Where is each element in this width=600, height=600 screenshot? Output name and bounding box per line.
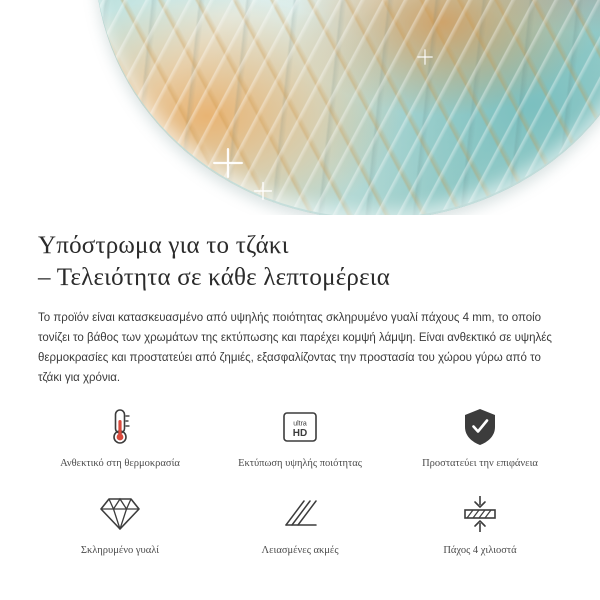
svg-text:ultra: ultra [293,420,307,428]
feature-item-polished-edges [210,492,390,557]
ultra-hd-icon [280,405,320,449]
shield-check-icon [461,405,499,449]
description-paragraph: Το προϊόν είναι κατασκευασμένο από υψηλής ποιότητας σκληρυμένο γυαλί πάχους 4 mm, το οποίο τονίζει το βάθος των χρωμάτων της εκτύπωσης και παρέχει κομψή λάμψη. Είναι ανθεκτικό σε υψηλές θερμοκρασίες και προστατεύει από ζημιές, εξασφαλίζοντας την προστασία του χώρου γύρω από το τζάκι για χρόνια. [38,312,552,384]
feature-item-thickness [390,492,570,557]
feature-grid [30,405,570,557]
feature-label: Λειασμένες ακμές [261,545,339,556]
feature-label: Πάχος 4 χιλιοστά [443,545,517,556]
feature-item-tempered-glass [30,492,210,557]
svg-text:HD: HD [292,428,308,439]
diamond-icon [99,492,141,536]
page-title-line-1: Υπόστρωμα για το τζάκι [38,232,289,259]
polished-edges-icon [280,492,320,536]
thickness-icon [459,492,501,536]
feature-item-temperature [30,405,210,470]
content-block [38,230,568,388]
thermometer-icon [103,405,137,449]
feature-item-print-quality [210,405,390,470]
feature-label: Ανθεκτικό στη θερμοκρασία [60,458,180,469]
page-title-line-2: – Τελειότητα σε κάθε λεπτομέρεια [38,264,391,291]
feature-label: Σκληρυμένο γυαλί [80,545,160,556]
hero-image [0,0,600,215]
feature-label: Προστατεύει την επιφάνεια [422,458,538,469]
marble-plate-icon [95,0,600,215]
page-title [38,230,568,294]
feature-item-surface-protection [390,405,570,470]
feature-label: Εκτύπωση υψηλής ποιότητας [238,458,362,469]
